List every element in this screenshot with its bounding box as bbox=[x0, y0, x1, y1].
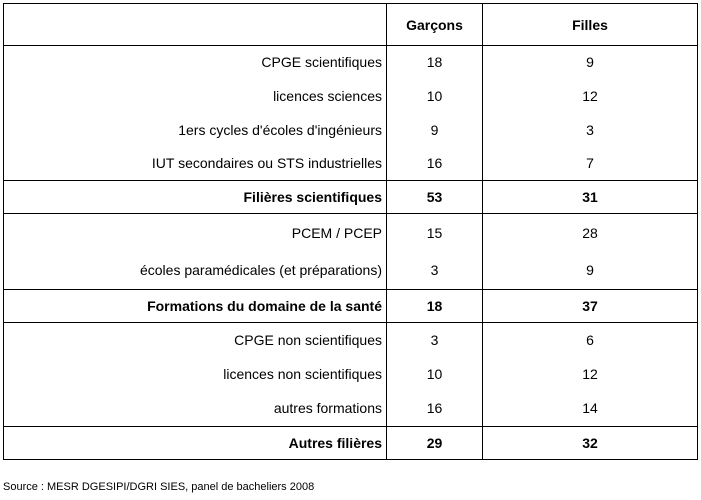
row-garcons: 3 bbox=[387, 323, 483, 357]
table-row bbox=[4, 46, 698, 79]
header-garcons: Garçons bbox=[387, 4, 483, 46]
row-label: écoles paramédicales (et préparations) bbox=[4, 252, 387, 290]
row-garcons: 9 bbox=[387, 113, 483, 147]
table-row bbox=[4, 113, 698, 147]
table-row bbox=[4, 147, 698, 181]
row-garcons: 10 bbox=[387, 357, 483, 391]
total-garcons: 53 bbox=[387, 181, 483, 214]
table-total-row bbox=[4, 290, 698, 323]
total-label: Autres filières bbox=[4, 427, 387, 460]
row-label: autres formations bbox=[4, 391, 387, 427]
total-label: Formations du domaine de la santé bbox=[4, 290, 387, 323]
row-label: licences non scientifiques bbox=[4, 357, 387, 391]
row-label: IUT secondaires ou STS industrielles bbox=[4, 147, 387, 181]
row-label: PCEM / PCEP bbox=[4, 214, 387, 252]
table-row bbox=[4, 252, 698, 290]
table-total-row bbox=[4, 427, 698, 460]
header-empty-cell bbox=[4, 4, 387, 46]
table-row bbox=[4, 391, 698, 427]
row-filles: 9 bbox=[483, 252, 698, 290]
row-label: CPGE non scientifiques bbox=[4, 323, 387, 357]
row-label: 1ers cycles d'écoles d'ingénieurs bbox=[4, 113, 387, 147]
total-filles: 31 bbox=[483, 181, 698, 214]
row-filles: 14 bbox=[483, 391, 698, 427]
header-filles: Filles bbox=[483, 4, 698, 46]
row-garcons: 16 bbox=[387, 391, 483, 427]
row-filles: 28 bbox=[483, 214, 698, 252]
row-garcons: 3 bbox=[387, 252, 483, 290]
row-garcons: 15 bbox=[387, 214, 483, 252]
row-label: CPGE scientifiques bbox=[4, 46, 387, 79]
table-row bbox=[4, 79, 698, 113]
total-filles: 37 bbox=[483, 290, 698, 323]
total-garcons: 29 bbox=[387, 427, 483, 460]
total-label: Filières scientifiques bbox=[4, 181, 387, 214]
table-header-row bbox=[4, 4, 698, 46]
row-filles: 6 bbox=[483, 323, 698, 357]
table-row bbox=[4, 323, 698, 357]
row-filles: 12 bbox=[483, 357, 698, 391]
row-garcons: 16 bbox=[387, 147, 483, 181]
total-filles: 32 bbox=[483, 427, 698, 460]
table-row bbox=[4, 214, 698, 252]
data-table bbox=[3, 3, 698, 460]
row-filles: 12 bbox=[483, 79, 698, 113]
row-garcons: 18 bbox=[387, 46, 483, 79]
total-garcons: 18 bbox=[387, 290, 483, 323]
table-total-row bbox=[4, 181, 698, 214]
row-garcons: 10 bbox=[387, 79, 483, 113]
row-label: licences sciences bbox=[4, 79, 387, 113]
row-filles: 7 bbox=[483, 147, 698, 181]
table-row bbox=[4, 357, 698, 391]
source-note: Source : MESR DGESIPI/DGRI SIES, panel de bacheliers 2008 bbox=[3, 481, 315, 493]
row-filles: 9 bbox=[483, 46, 698, 79]
row-filles: 3 bbox=[483, 113, 698, 147]
